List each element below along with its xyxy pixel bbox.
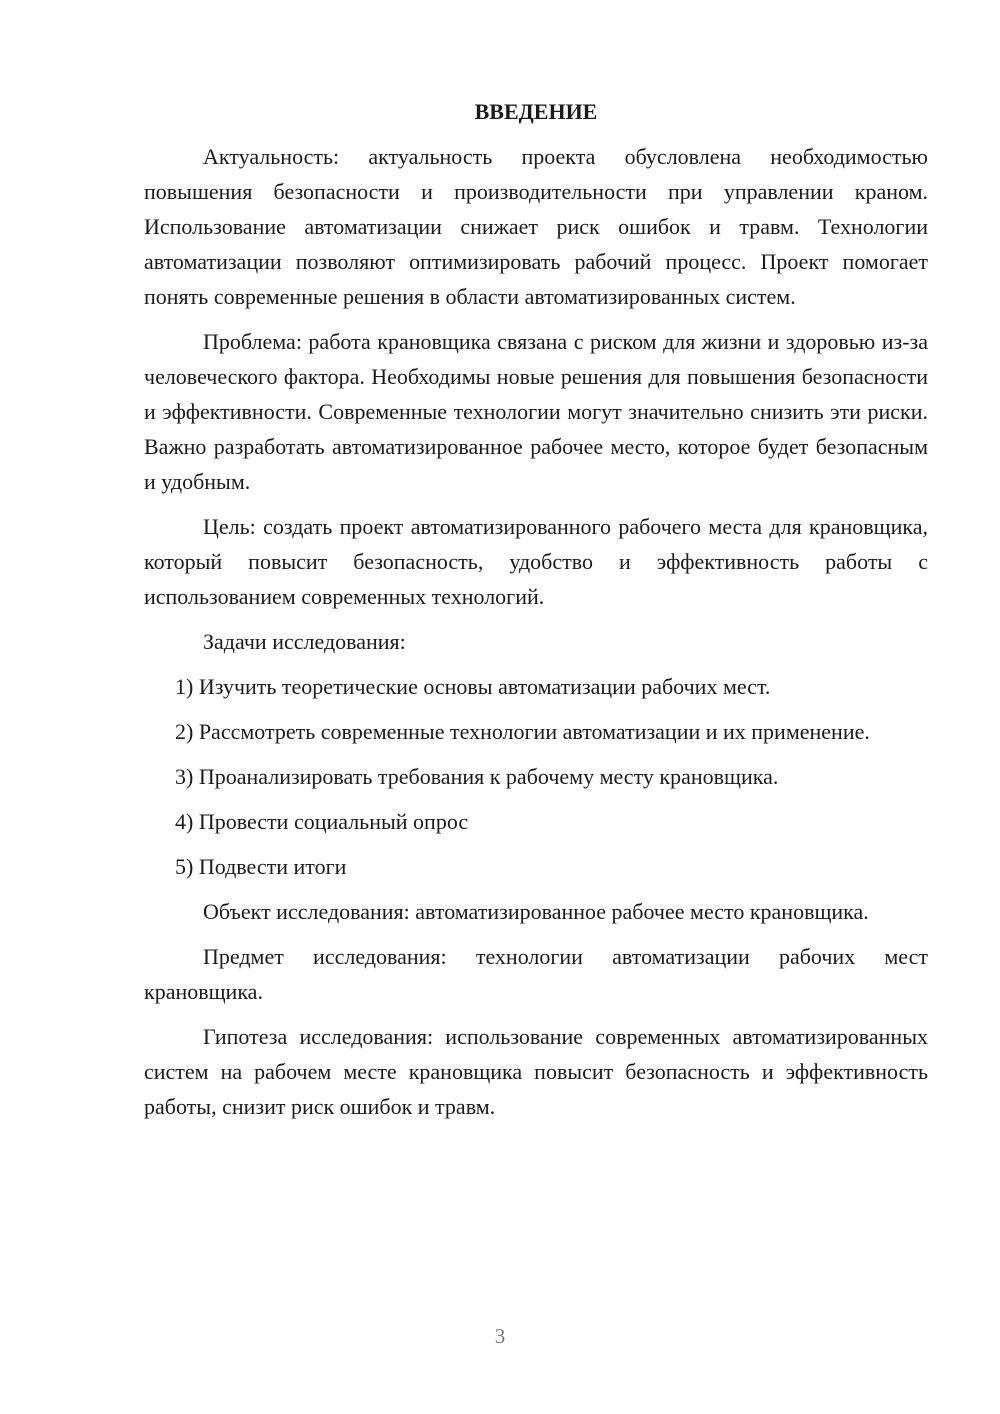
task-item-4: 4) Провести социальный опрос (175, 809, 469, 834)
paragraph-hypothesis: Гипотеза исследования: использование современных автоматизированных систем на рабочем месте крановщика повысит безопасность и эффективность работы, снизит риск ошибок и травм. (144, 1024, 928, 1119)
paragraph-goal: Цель: создать проект автоматизированного рабочего места для крановщика, который повысит безопасность, удобство и эффективность работы с использованием современных технологий. (144, 514, 928, 609)
task-item-3: 3) Проанализировать требования к рабочему месту крановщика. (175, 764, 779, 789)
paragraph-relevance: Актуальность: актуальность проекта обусловлена необходимостью повышения безопасности и производительности при управлении краном. Использование автоматизации снижает риск ошибок и травм. Технологии автоматизации позволяют оптимизировать рабочий процесс. Проект помогает понять современные решения в области автоматизированных систем. (144, 144, 928, 309)
paragraph-tasks-heading: Задачи исследования: (203, 629, 406, 654)
document-page (144, 94, 928, 1134)
paragraph-problem: Проблема: работа крановщика связана с риском для жизни и здоровью из-за человеческого фактора. Необходимы новые решения для повышения безопасности и эффективности. Современные технологии могут значительно снизить эти риски. Важно разработать автоматизированное рабочее место, которое будет безопасным и удобным. (144, 329, 928, 494)
task-item-2: 2) Рассмотреть современные технологии автоматизации и их применение. (175, 719, 870, 744)
section-title: ВВЕДЕНИЕ (474, 99, 598, 124)
paragraph-subject: Предмет исследования: технологии автоматизации рабочих мест крановщика. (144, 944, 928, 1004)
page-number: 3 (494, 1324, 506, 1348)
paragraph-object: Объект исследования: автоматизированное рабочее место крановщика. (203, 899, 869, 924)
task-item-1: 1) Изучить теоретические основы автоматизации рабочих мест. (175, 674, 771, 699)
task-item-5: 5) Подвести итоги (175, 854, 347, 879)
